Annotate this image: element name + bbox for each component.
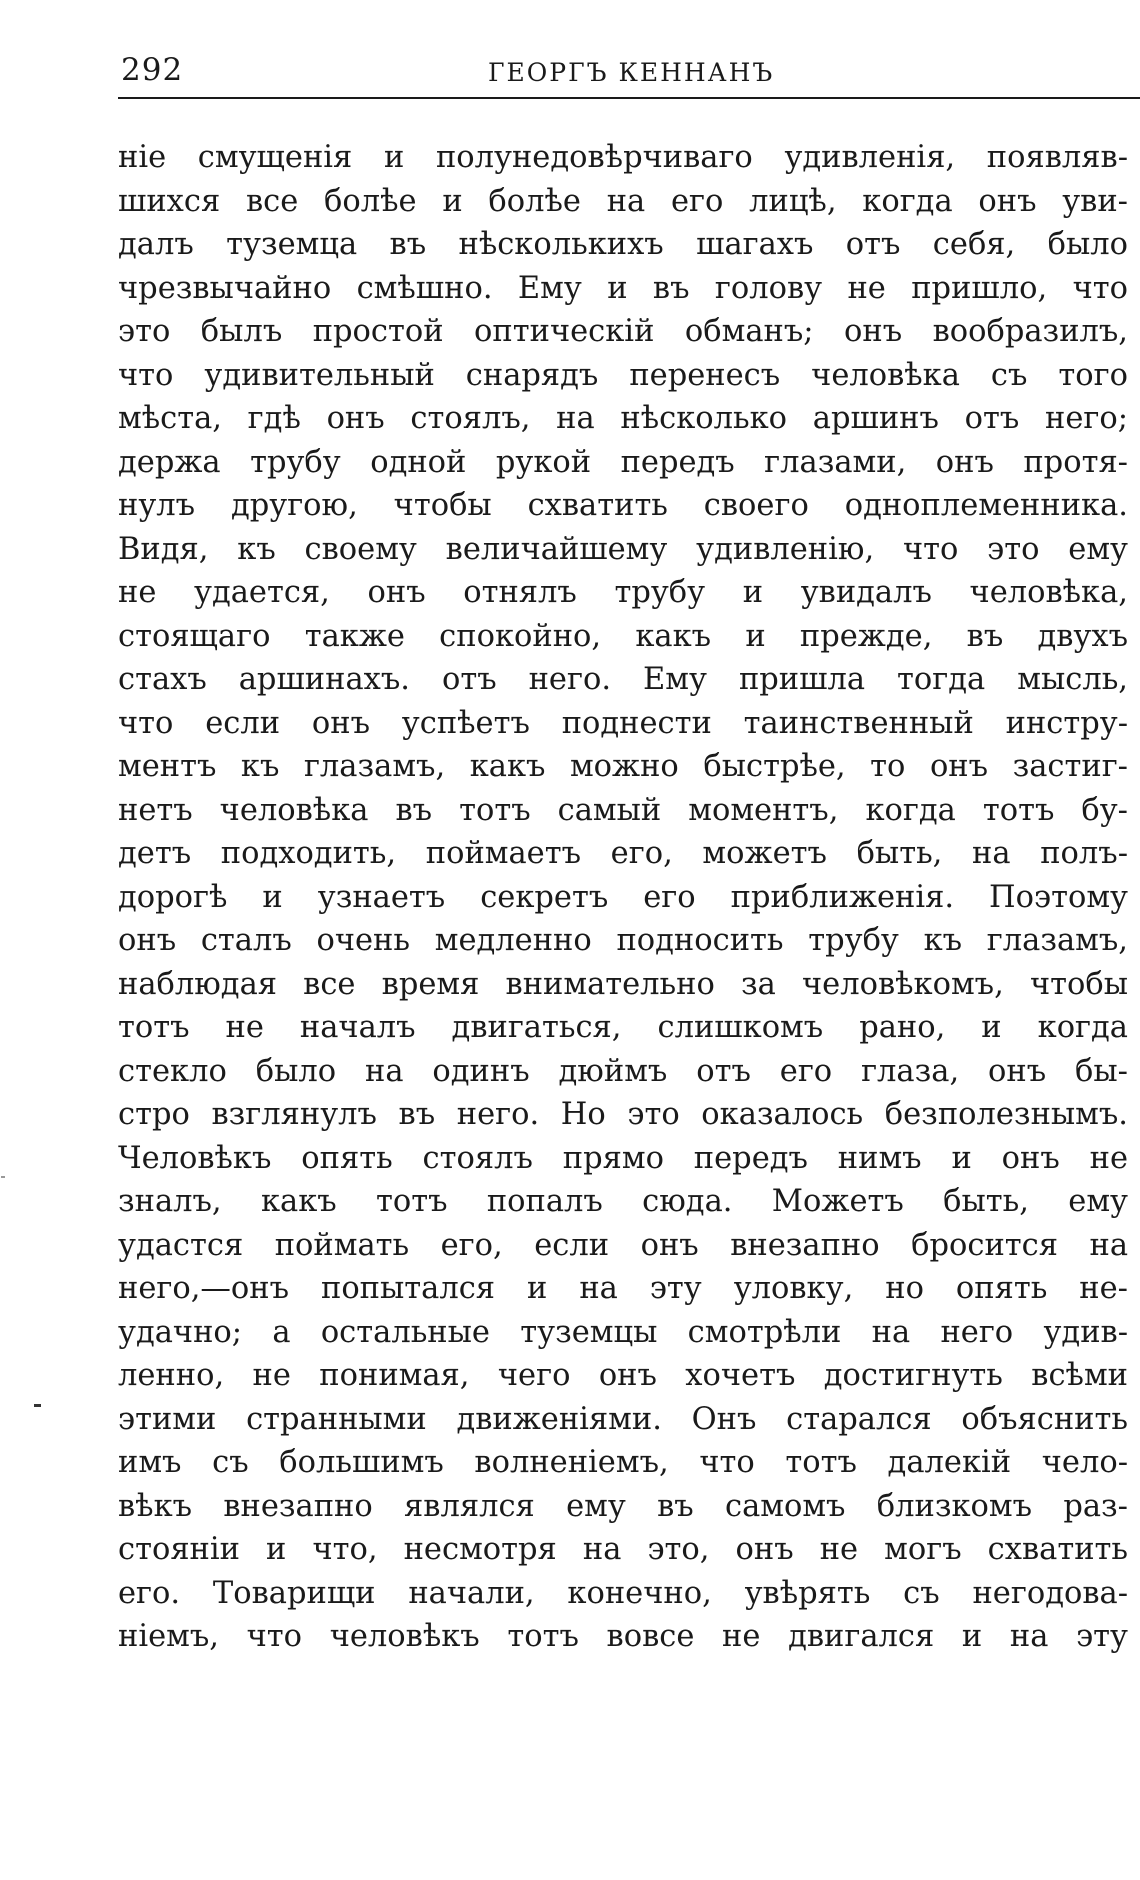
text-line: ленно, не понимая, чего онъ хочетъ достигнуть всѣми: [118, 1358, 1128, 1393]
text-line: чрезвычайно смѣшно. Ему и въ голову не пришло, что: [118, 270, 1128, 306]
text-line: стро взглянулъ въ него. Но это оказалось безполезнымъ.: [118, 1097, 1128, 1132]
running-title: ГЕОРГЪ КЕННАНЪ: [488, 58, 775, 87]
text-line: Человѣкъ опять стоялъ прямо передъ нимъ и онъ не: [118, 1140, 1128, 1176]
page-number: 292: [121, 52, 184, 88]
text-line: это былъ простой оптическій обманъ; онъ вообразилъ,: [118, 314, 1128, 349]
text-line: держа трубу одной рукой передъ глазами, онъ протя-: [118, 444, 1128, 480]
text-line: мѣста, гдѣ онъ стоялъ, на нѣсколько аршинъ отъ него;: [118, 401, 1128, 436]
text-line: этими странными движеніями. Онъ старался объяснить: [118, 1401, 1128, 1437]
text-line: детъ подходить, поймаетъ его, можетъ быть, на полъ-: [118, 836, 1128, 871]
text-line: что если онъ успѣетъ поднести таинственный инстру-: [118, 705, 1128, 741]
text-line: шихся все болѣе и болѣе на его лицѣ, когда онъ уви-: [118, 183, 1128, 219]
text-line: его. Товарищи начали, конечно, увѣрять съ негодова-: [118, 1575, 1128, 1611]
text-line: нетъ человѣка въ тотъ самый моментъ, когда тотъ бу-: [118, 792, 1128, 828]
text-line: нулъ другою, чтобы схватить своего одноплеменника.: [118, 488, 1128, 523]
text-line: ніе смущенія и полунедовѣрчиваго удивленія, появляв-: [118, 140, 1128, 175]
text-line: стоящаго также спокойно, какъ и прежде, въ двухъ: [118, 618, 1128, 654]
text-line: тотъ не началъ двигаться, слишкомъ рано, и когда: [118, 1010, 1128, 1045]
text-line: Видя, къ своему величайшему удивленію, что это ему: [118, 531, 1128, 567]
margin-dash: [34, 1404, 41, 1407]
body-text: [118, 136, 1128, 1659]
text-line: далъ туземца въ нѣсколькихъ шагахъ отъ себя, было: [118, 227, 1128, 262]
text-line: вѣкъ внезапно являлся ему въ самомъ близкомъ раз-: [118, 1488, 1128, 1524]
text-line: не удается, онъ отнялъ трубу и увидалъ человѣка,: [118, 575, 1128, 610]
running-head: [118, 52, 1140, 102]
text-line: наблюдая все время внимательно за человѣкомъ, чтобы: [118, 966, 1128, 1002]
text-line: стекло было на одинъ дюймъ отъ его глаза, онъ бы-: [118, 1053, 1128, 1089]
text-line: него,—онъ попытался и на эту уловку, но опять не-: [118, 1271, 1128, 1306]
text-line: стояніи и что, несмотря на это, онъ не могъ схватить: [118, 1532, 1128, 1567]
text-line: удачно; а остальные туземцы смотрѣли на него удив-: [118, 1314, 1128, 1350]
text-line: имъ съ большимъ волненіемъ, что тотъ далекій чело-: [118, 1445, 1128, 1480]
text-line: стахъ аршинахъ. отъ него. Ему пришла тогда мысль,: [118, 662, 1128, 697]
text-line: ментъ къ глазамъ, какъ можно быстрѣе, то онъ застиг-: [118, 749, 1128, 784]
text-line: ніемъ, что человѣкъ тотъ вовсе не двигался и на эту: [118, 1619, 1128, 1654]
text-line: онъ сталъ очень медленно подносить трубу къ глазамъ,: [118, 923, 1128, 958]
text-line: дорогѣ и узнаетъ секретъ его приближенія. Поэтому: [118, 879, 1128, 915]
margin-speck: [1, 1176, 5, 1178]
text-line: что удивительный снарядъ перенесъ человѣка съ того: [118, 357, 1128, 393]
header-rule: [118, 97, 1140, 99]
text-line: зналъ, какъ тотъ попалъ сюда. Можетъ быть, ему: [118, 1184, 1128, 1219]
text-line: удастся поймать его, если онъ внезапно бросится на: [118, 1227, 1128, 1263]
